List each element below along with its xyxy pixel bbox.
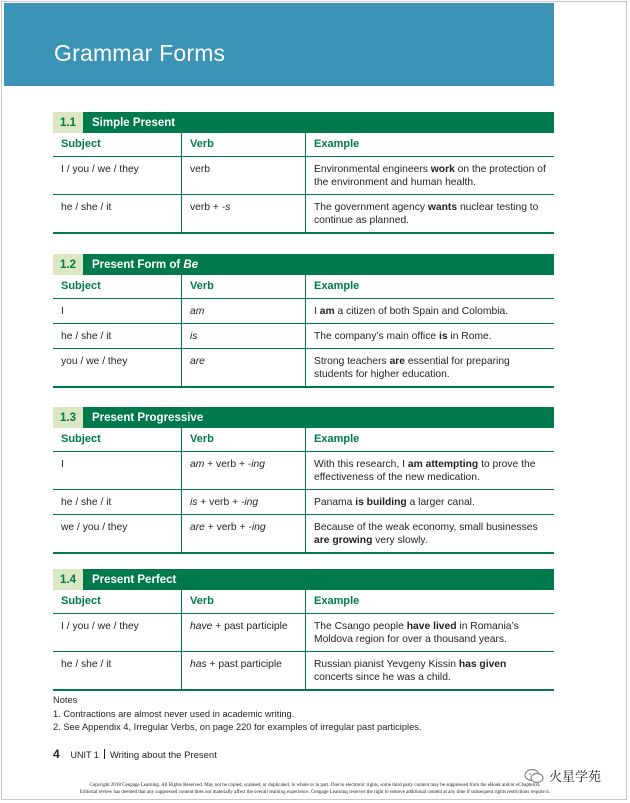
verb-part: am (190, 459, 205, 470)
example-highlight: are growing (314, 535, 373, 546)
example-text: very slowly. (372, 535, 428, 546)
example-text: a citizen of both Spain and Colombia. (334, 306, 509, 317)
title-band (4, 3, 554, 86)
subject-cell: I / you / we / they (53, 614, 182, 652)
page-number: 4 (53, 747, 60, 761)
table-row (53, 652, 554, 691)
note-item: 1. Contractions are almost never used in academic writing. (53, 708, 295, 719)
copyright-line: Copyright 2018 Cengage Learning. All Rights Reserved. May not be copied, scanned, or duplicated, in whole or in part. Due to electronic rights, some third party content may be suppressed from the eBook and/or eChapter(s). (89, 783, 541, 788)
notes (53, 694, 554, 735)
grammar-section (53, 569, 554, 691)
chapter-title: Writing about the Present (109, 750, 217, 761)
example-cell (306, 157, 555, 195)
section-title: Present Perfect (92, 573, 177, 586)
page-title: Grammar Forms (54, 40, 226, 66)
example-cell (306, 452, 555, 490)
table-row (53, 324, 554, 349)
column-header-verb: Verb (182, 275, 306, 299)
verb-part: + past participle (212, 621, 288, 632)
column-header-verb: Verb (182, 590, 306, 614)
example-text: nuclear testing to continue as planned. (314, 202, 539, 226)
verb-cell (182, 324, 306, 349)
verb-cell (182, 195, 306, 234)
verb-part: are (190, 522, 205, 533)
example-cell (306, 515, 555, 554)
table-row (53, 515, 554, 554)
example-highlight: has given (458, 659, 507, 670)
verb-cell (182, 614, 306, 652)
notes-heading: Notes (53, 695, 78, 705)
subject-cell: I (53, 452, 182, 490)
watermark (524, 766, 601, 785)
example-highlight: is building (355, 497, 407, 508)
example-cell (306, 614, 555, 652)
verb-part: + verb + (197, 497, 241, 508)
example-text: With this research, I (314, 459, 408, 470)
example-cell (306, 349, 555, 388)
example-highlight: have lived (406, 621, 457, 632)
example-text: to prove the effectiveness of the new medication. (314, 459, 536, 483)
verb-cell (182, 515, 306, 554)
example-text: I (314, 306, 320, 317)
example-highlight: work (430, 164, 455, 175)
verb-part: -ing (240, 497, 259, 508)
example-cell (306, 324, 555, 349)
example-text: in Romania’s Moldova region for over a thousand years. (314, 621, 519, 645)
watermark-text: 火星学苑 (549, 769, 602, 784)
verb-cell (182, 157, 306, 195)
verb-part: -ing (248, 522, 266, 533)
column-header-subject: Subject (53, 428, 182, 452)
section-header (53, 407, 554, 428)
section-title: Present Progressive (92, 411, 204, 424)
column-header-subject: Subject (53, 590, 182, 614)
example-text: essential for preparing students for higher education. (314, 356, 510, 380)
table-row (53, 490, 554, 515)
column-header-example: Example (306, 275, 555, 299)
example-cell (306, 195, 555, 234)
page-footer (53, 747, 217, 761)
verb-cell (182, 349, 306, 388)
table-row (53, 452, 554, 490)
section-number: 1.4 (53, 569, 83, 590)
grammar-table (53, 133, 554, 234)
copyright-line: Editorial review has deemed that any suppressed content does not materially affect the overall learning experience. Cengage Learning reserves the right to remove additional content at any time if subsequent rights restrictions require it. (79, 789, 551, 795)
column-header-verb: Verb (182, 133, 306, 157)
subject-cell: he / she / it (53, 324, 182, 349)
grammar-section (53, 112, 554, 234)
example-text: Environmental engineers (314, 164, 431, 175)
example-text: Panama (314, 497, 356, 508)
example-text: a larger canal. (406, 497, 475, 508)
subject-cell: you / we / they (53, 349, 182, 388)
grammar-table (53, 428, 554, 554)
grammar-section (53, 407, 554, 554)
column-header-example: Example (306, 428, 555, 452)
verb-cell (182, 299, 306, 324)
verb-part: + past participle (206, 659, 282, 670)
column-header-subject: Subject (53, 275, 182, 299)
example-text: The company’s main office (314, 331, 439, 342)
verb-part: are (190, 356, 205, 367)
example-text: Strong teachers (314, 356, 390, 367)
section-title-text: Present Form of (92, 258, 184, 271)
verb-cell (182, 490, 306, 515)
verb-part: am (190, 306, 205, 317)
verb-part: verb + (190, 202, 222, 213)
section-header (53, 112, 554, 133)
example-text: Russian pianist Yevgeny Kissin (314, 659, 459, 670)
example-text: concerts since he was a child. (314, 672, 451, 683)
verb-cell (182, 652, 306, 691)
subject-cell: I (53, 299, 182, 324)
footer-divider (104, 749, 105, 759)
table-row (53, 614, 554, 652)
note-item: 2. See Appendix 4, Irregular Verbs, on page 220 for examples of irregular past participles. (53, 722, 422, 732)
verb-part: is (190, 497, 198, 508)
verb-part: have (190, 621, 213, 632)
verb-part: is (190, 331, 198, 342)
grammar-table (53, 275, 554, 388)
section-title-italic: Be (183, 258, 199, 271)
example-text: The government agency (314, 202, 428, 213)
unit-label: UNIT 1 (70, 750, 99, 760)
section-title: Simple Present (92, 116, 176, 129)
example-text: The Csango people (314, 621, 407, 632)
subject-cell: he / she / it (53, 195, 182, 234)
section-number: 1.3 (53, 407, 83, 428)
example-highlight: is (438, 331, 448, 342)
example-highlight: am (319, 306, 335, 317)
verb-cell (182, 452, 306, 490)
section-title (83, 259, 198, 271)
subject-cell: he / she / it (53, 652, 182, 691)
example-cell (306, 299, 555, 324)
verb-part: + verb + (204, 522, 249, 533)
section-header (53, 569, 554, 590)
grammar-section (53, 254, 554, 388)
table-row (53, 195, 554, 234)
verb-part: + verb + (204, 459, 248, 470)
section-header (53, 254, 554, 275)
verb-part: -s (221, 202, 231, 213)
table-row (53, 349, 554, 388)
example-cell (306, 652, 555, 691)
subject-cell: we / you / they (53, 515, 182, 554)
verb-part: -ing (247, 459, 265, 470)
example-text: on the protection of the environment and human health. (314, 164, 546, 188)
column-header-subject: Subject (53, 133, 182, 157)
example-highlight: are (389, 356, 406, 367)
section-number: 1.1 (53, 112, 83, 133)
column-header-example: Example (306, 590, 555, 614)
column-header-example: Example (306, 133, 555, 157)
copyright-notice (60, 783, 570, 796)
wechat-logo-icon (524, 768, 544, 784)
subject-cell: I / you / we / they (53, 157, 182, 195)
section-number: 1.2 (53, 254, 83, 275)
table-row (53, 299, 554, 324)
example-text: in Rome. (447, 331, 492, 342)
grammar-table (53, 590, 554, 691)
verb-part: verb (190, 164, 211, 175)
example-text: Because of the weak economy, small businesses (314, 522, 538, 533)
subject-cell: he / she / it (53, 490, 182, 515)
example-highlight: am attempting (407, 459, 479, 470)
column-header-verb: Verb (182, 428, 306, 452)
example-cell (306, 490, 555, 515)
verb-part: has (190, 659, 207, 670)
example-highlight: wants (427, 202, 458, 213)
table-row (53, 157, 554, 195)
